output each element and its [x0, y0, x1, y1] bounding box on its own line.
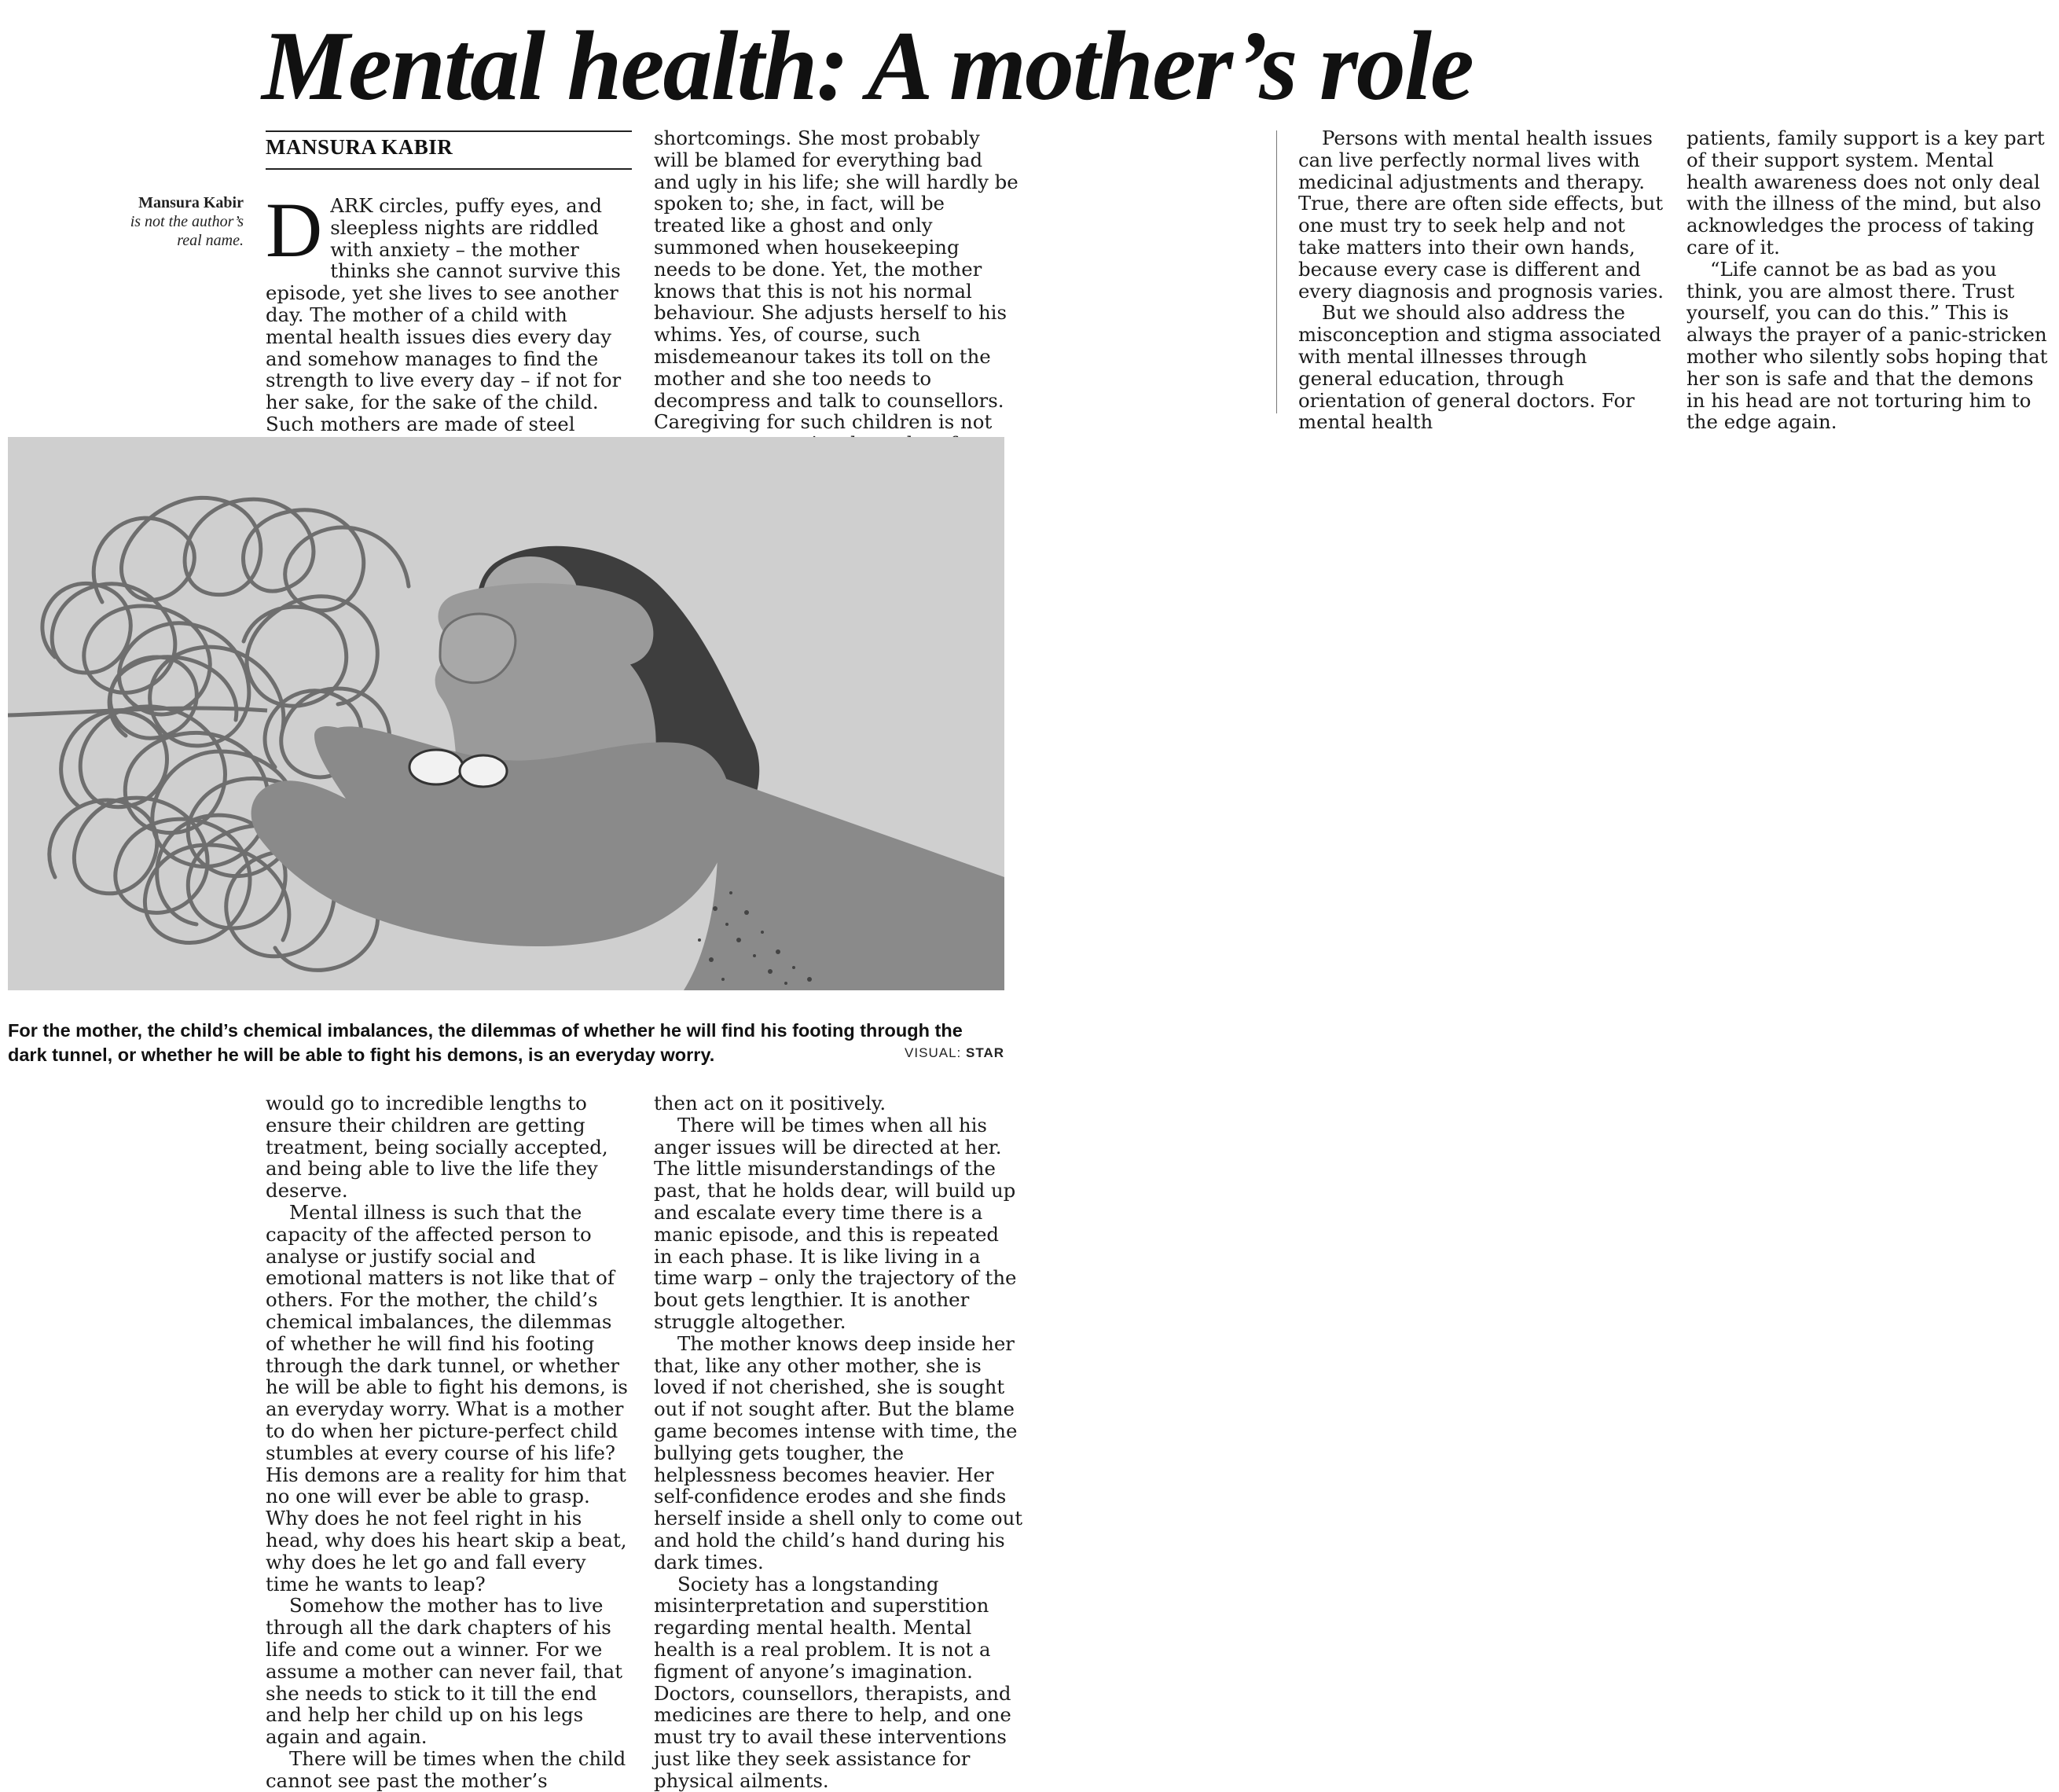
column-4-paragraph: patients, family support is a key part of their support system. Mental health awareness does not only deal with the illness of the mind, but also acknowledges the process of taking care of it. [1686, 127, 2045, 259]
image-credit [905, 1045, 1004, 1061]
column-3 [1298, 127, 1664, 433]
column-2-bottom-paragraph: There will be times when all his anger issues will be directed at her. The little misunderstandings of the past, that he holds dear, will build up and escalate every time there is a manic episode, and this is repeated in each phase. It is like living in a time warp – only the trajectory of the bout gets lengthier. It is another struggle altogether. [654, 1113, 1017, 1333]
column-2-bottom-paragraph: then act on it positively. [654, 1092, 886, 1114]
column-3-paragraph: But we should also address the misconception and stigma associated with mental illnesses through general education, through orientation of general doctors. For mental health [1298, 301, 1661, 434]
column-4-paragraph: “Life cannot be as bad as you think, you are almost there. Trust yourself, you can do this.” This is always the prayer of a panic-stricken mother who silently sobs hoping that her son is safe and that the demons in his head are not torturing him to the edge again. [1686, 257, 2048, 434]
headline: Mental health: A mother’s role [262, 12, 1473, 121]
byline: MANSURA KABIR [266, 135, 453, 159]
image-caption: For the mother, the child’s chemical imbalances, the dilemmas of whether he will find his footing through the dark tunnel, or whether he will be able to fight his demons, is an everyday worry. [8, 1020, 963, 1065]
byline-top-rule [266, 130, 632, 132]
column-1-bottom-paragraph: Mental illness is such that the capacity of the affected person to analyse or justify social and emotional matters is not like that of others. For the mother, the child’s chemical imbalances, the dilemmas of whether he will find his footing through the dark tunnel, or whether he will be able to fight his demons, is an everyday worry. What is a mother to do when her picture-perfect child stumbles at every course of his life? His demons are a reality for him that no one will ever be able to grasp. Why does he not feel right in his head, why does his heart skip a beat, why does he let go and fall every time he wants to leap? [266, 1200, 628, 1596]
column-1-bottom-paragraph: would go to incredible lengths to ensure their children are getting treatment, being socially accepted, and being able to live the life they deserve. [266, 1092, 608, 1203]
column-2-bottom [654, 1092, 1023, 1792]
opening-text: ARK circles, puffy eyes, and sleepless nights are riddled with anxiety – the mother thinks she cannot survive this episode, yet she lives to see another day. The mother of a child with mental health issues dies every day and somehow manages to find the strength to live every day – if not for her sake, for the sake of the child. Such mothers are made of steel [266, 194, 622, 435]
column-2-top-text: shortcomings. She most probably will be blamed for everything bad and ugly in his life; she will hardly be spoken to; she, in fact, will be treated like a ghost and only summoned when housekeeping needs to be done. Yet, the mother knows that this is not his normal behaviour. She adjusts herself to his whims. Yes, of course, such misdemeanour takes its toll on the mother and she too needs to decompress and talk to counsellors. Caregiving for such children is not [654, 127, 1018, 434]
drop-cap: D [266, 186, 323, 274]
column-divider [1276, 130, 1277, 413]
credit-prefix: VISUAL: [905, 1045, 962, 1060]
column-4 [1686, 127, 2056, 433]
author-note-name: Mansura Kabir [138, 194, 244, 211]
column-2-bottom-paragraph: Society has a longstanding misinterpretation and superstition regarding mental health. Mental health is a real problem. It is not a figment of anyone’s imagination. Doctors, counsellors, therapists, and medicines are there to help, and one must try to avail these interventions just like they seek assistance for physical ailments. [654, 1572, 1011, 1792]
author-note-description: is not the author’s real name. [130, 213, 244, 249]
author-note [102, 193, 244, 250]
illustration [8, 437, 1004, 990]
column-1-bottom-paragraph: There will be times when the child cannot see past the mother’s [266, 1746, 626, 1792]
column-1-top [266, 186, 632, 457]
column-3-paragraph: Persons with mental health issues can live perfectly normal lives with medicinal adjustments and therapy. True, there are often side effects, but one must try to seek help and not take matters into their own hands, because every case is different and every diagnosis and prognosis varies. [1298, 127, 1664, 303]
byline-bottom-rule [266, 168, 632, 170]
credit-source: STAR [965, 1045, 1004, 1060]
column-2-top [654, 127, 1020, 477]
opening-paragraph [266, 186, 632, 457]
column-2-bottom-paragraph: The mother knows deep inside her that, like any other mother, she is loved if not cherished, she is sought out if not sought after. But the blame game becomes intense with time, the bullying gets tougher, the helplessness becomes heavier. Her self-confidence erodes and she finds herself inside a shell only to come out and hold the child’s hand during his dark times. [654, 1331, 1023, 1574]
mother-holding-child-icon [8, 437, 1004, 990]
column-1-bottom [266, 1092, 635, 1792]
column-1-bottom-paragraph: Somehow the mother has to live through all the dark chapters of his life and come out a winner. For we assume a mother can never fail, that she needs to stick to it till the end and help her child up on his legs again and again. [266, 1594, 623, 1749]
